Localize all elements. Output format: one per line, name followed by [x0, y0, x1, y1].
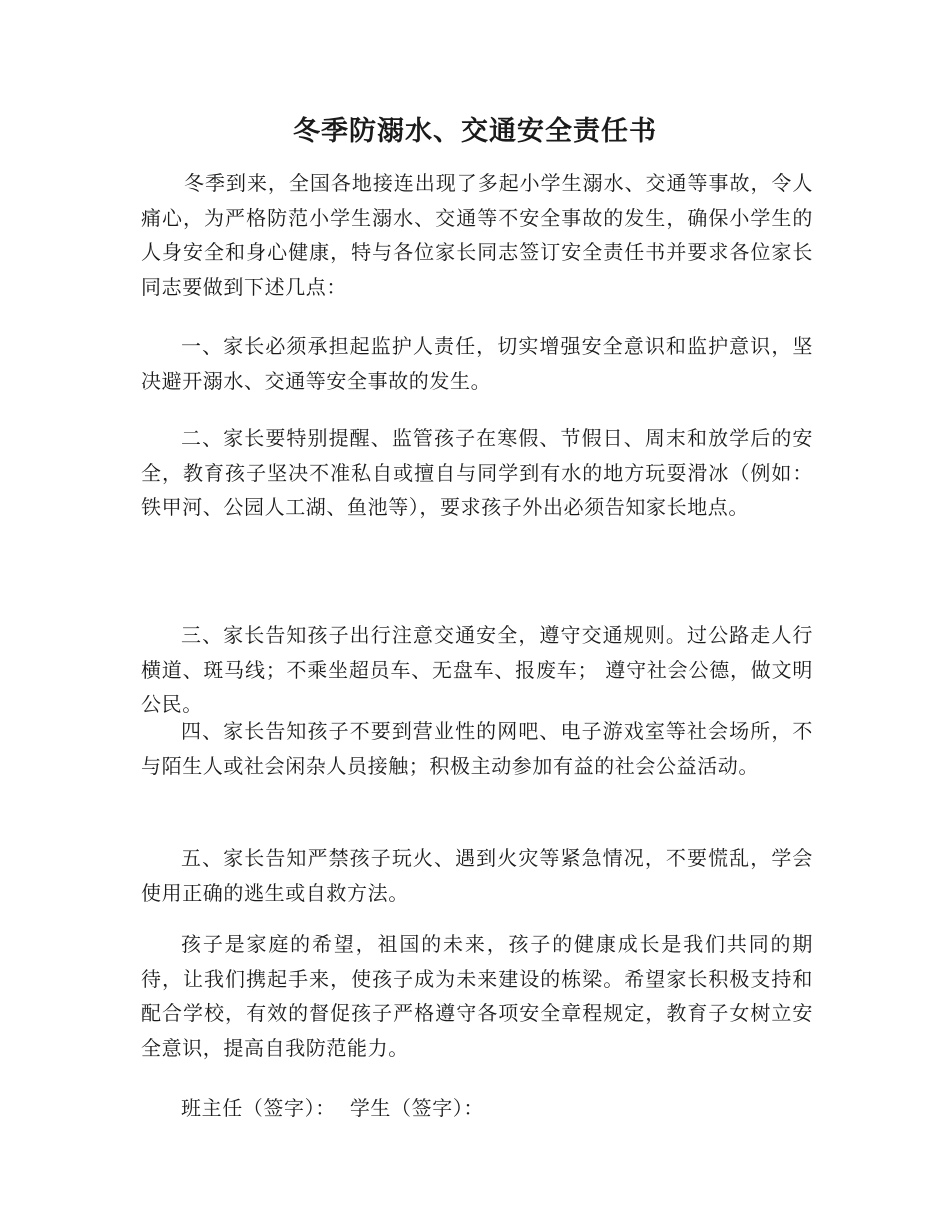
rule-item-4: 四、家长告知孩子不要到营业性的网吧、电子游戏室等社会场所，不与陌生人或社会闲杂人员接触；积极主动参加有益的社会公益活动。 — [141, 719, 813, 778]
signature-line — [141, 1091, 813, 1126]
teacher-signature-label: 班主任（签字）： — [181, 1096, 336, 1120]
rule-item-3: 三、家长告知孩子出行注意交通安全，遵守交通规则。过公路走人行横道、斑马线；不乘坐超员车、无盘车、报废车； 遵守社会公德，做文明公民。 — [141, 623, 813, 716]
student-signature-label: 学生（签字）： — [349, 1096, 485, 1120]
closing-paragraph: 孩子是家庭的希望，祖国的未来，孩子的健康成长是我们共同的期待，让我们携起手来，使孩子成为未来建设的栋梁。希望家长积极支持和配合学校，有效的督促孩子严格遵守各项安全章程规定，教育子女树立安全意识，提高自我防范能力。 — [141, 932, 813, 1060]
document-title: 冬季防溺水、交通安全责任书 — [293, 116, 657, 147]
rule-item-2: 二、家长要特别提醒、监管孩子在寒假、节假日、周末和放学后的安全，教育孩子坚决不准私自或擅自与同学到有水的地方玩耍滑冰（例如：铁甲河、公园人工湖、鱼池等），要求孩子外出必须告知家长地点。 — [141, 426, 813, 519]
rule-item-1: 一、家长必须承担起监护人责任，切实增强安全意识和监护意识，坚决避开溺水、交通等安全事故的发生。 — [141, 334, 813, 393]
rule-item-5: 五、家长告知严禁孩子玩火、遇到火灾等紧急情况，不要慌乱，学会使用正确的逃生或自救方法。 — [141, 846, 813, 905]
intro-paragraph: 冬季到来，全国各地接连出现了多起小学生溺水、交通等事故，令人痛心，为严格防范小学生溺水、交通等不安全事故的发生，确保小学生的人身安全和身心健康，特与各位家长同志签订安全责任书并要求各位家长同志要做到下述几点： — [141, 171, 813, 299]
